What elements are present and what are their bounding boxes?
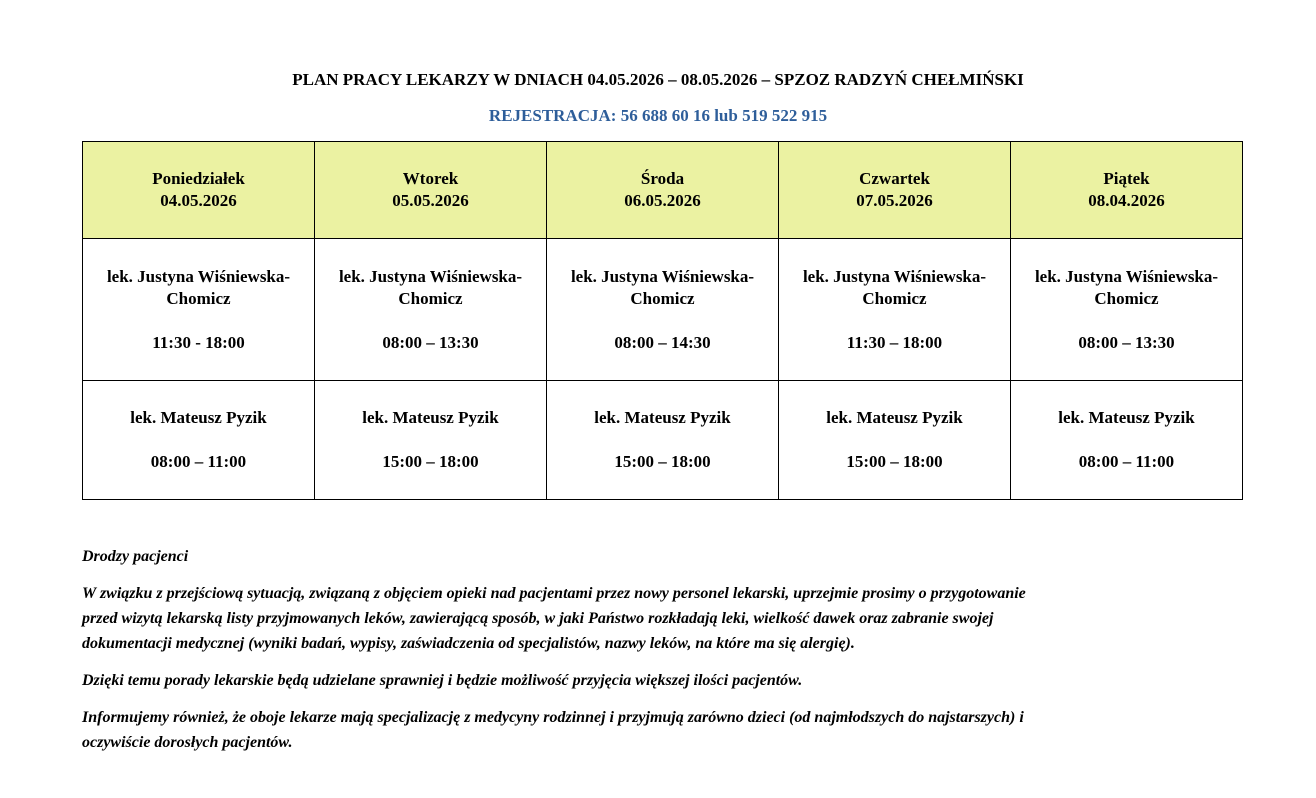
doctor-name-line2: Chomicz xyxy=(1094,288,1159,308)
spacer xyxy=(551,429,774,451)
schedule-table xyxy=(82,141,1243,500)
doctor-name: lek. Mateusz Pyzik xyxy=(362,408,499,427)
schedule-cell xyxy=(83,381,315,500)
notice-line: W związku z przejściową sytuacją, związaną z objęciem opieki nad pacjentami przez nowy personel lekarski, uprzejmie prosimy o przygotowanie xyxy=(82,585,1026,602)
schedule-cell xyxy=(1011,381,1243,500)
spacer xyxy=(319,429,542,451)
working-hours: 15:00 – 18:00 xyxy=(382,452,479,471)
working-hours: 11:30 - 18:00 xyxy=(152,332,245,352)
doctor-name-line1: lek. Justyna Wiśniewska- xyxy=(1034,266,1219,286)
schedule-cell xyxy=(779,239,1011,381)
spacer xyxy=(1015,429,1238,451)
notice-paragraph-efficiency: Dzięki temu porady lekarskie będą udzielane sprawniej i będzie możliwość przyjęcia większej ilości pacjentów. xyxy=(82,672,803,689)
notice-line: przed wizytą lekarską listy przyjmowanych leków, zawierającą sposób, w jaki Państwo rozkładają leki, wielkość dawek oraz zabranie swojej xyxy=(82,610,994,627)
day-date: 04.05.2026 xyxy=(160,191,237,210)
working-hours: 08:00 – 13:30 xyxy=(382,332,479,352)
day-name: Czwartek xyxy=(859,169,930,188)
notice-paragraph-specialization xyxy=(82,705,1242,755)
doctor-name-line1: lek. Justyna Wiśniewska- xyxy=(106,266,291,286)
day-header-cell xyxy=(547,142,779,239)
day-name: Poniedziałek xyxy=(152,169,245,188)
doctor-name: lek. Mateusz Pyzik xyxy=(130,408,267,427)
doctor-name-line1: lek. Justyna Wiśniewska- xyxy=(570,266,755,286)
doctor-name-line1: lek. Justyna Wiśniewska- xyxy=(802,266,987,286)
day-name: Piątek xyxy=(1103,169,1150,188)
doctor-name: lek. Mateusz Pyzik xyxy=(594,408,731,427)
schedule-cell xyxy=(1011,239,1243,381)
spacer xyxy=(319,310,542,332)
day-date: 07.05.2026 xyxy=(856,191,933,210)
doctor-name-line2: Chomicz xyxy=(166,288,231,308)
day-date: 05.05.2026 xyxy=(392,191,469,210)
doctor-pyzik-row xyxy=(83,381,1243,500)
patient-notice xyxy=(82,544,1242,767)
schedule-cell xyxy=(315,381,547,500)
day-header-cell xyxy=(1011,142,1243,239)
doctor-name-line2: Chomicz xyxy=(630,288,695,308)
working-hours: 08:00 – 14:30 xyxy=(614,332,711,352)
doctor-name-line1: lek. Justyna Wiśniewska- xyxy=(338,266,523,286)
day-date: 08.04.2026 xyxy=(1088,191,1165,210)
spacer xyxy=(783,429,1006,451)
day-name: Wtorek xyxy=(402,169,459,188)
working-hours: 08:00 – 11:00 xyxy=(150,452,247,471)
spacer xyxy=(87,429,310,451)
day-name: Środa xyxy=(640,169,685,188)
doctor-wisniewska-row xyxy=(83,239,1243,381)
notice-line: oczywiście dorosłych pacjentów. xyxy=(82,734,293,751)
notice-line: dokumentacji medycznej (wyniki badań, wypisy, zaświadczenia od specjalistów, nazwy leków, na które ma się alergię). xyxy=(82,635,855,652)
doctor-name-line2: Chomicz xyxy=(398,288,463,308)
notice-greeting: Drodzy pacjenci xyxy=(82,548,189,565)
registration-phone: REJESTRACJA: 56 688 60 16 lub 519 522 915 xyxy=(488,106,828,125)
spacer xyxy=(1015,310,1238,332)
schedule-cell xyxy=(83,239,315,381)
doctor-name: lek. Mateusz Pyzik xyxy=(1058,408,1195,427)
doctor-name-line2: Chomicz xyxy=(862,288,927,308)
doctor-name: lek. Mateusz Pyzik xyxy=(826,408,963,427)
working-hours: 08:00 – 13:30 xyxy=(1078,332,1175,352)
days-header-row xyxy=(83,142,1243,239)
schedule-cell xyxy=(779,381,1011,500)
working-hours: 15:00 – 18:00 xyxy=(614,452,711,471)
spacer xyxy=(87,310,310,332)
day-header-cell xyxy=(315,142,547,239)
schedule-cell xyxy=(315,239,547,381)
page-title: PLAN PRACY LEKARZY W DNIACH 04.05.2026 – 08.05.2026 – SPZOZ RADZYŃ CHEŁMIŃSKI xyxy=(292,70,1024,89)
schedule-cell xyxy=(547,381,779,500)
notice-paragraph-documents xyxy=(82,581,1242,656)
day-header-cell xyxy=(83,142,315,239)
day-date: 06.05.2026 xyxy=(624,191,701,210)
working-hours: 15:00 – 18:00 xyxy=(846,452,943,471)
working-hours: 11:30 – 18:00 xyxy=(846,332,943,352)
spacer xyxy=(783,310,1006,332)
schedule-cell xyxy=(547,239,779,381)
day-header-cell xyxy=(779,142,1011,239)
spacer xyxy=(551,310,774,332)
notice-line: Informujemy również, że oboje lekarze mają specjalizację z medycyny rodzinnej i przyjmują zarówno dzieci (od najmłodszych do najstarszych) i xyxy=(82,709,1024,726)
working-hours: 08:00 – 11:00 xyxy=(1078,452,1175,471)
